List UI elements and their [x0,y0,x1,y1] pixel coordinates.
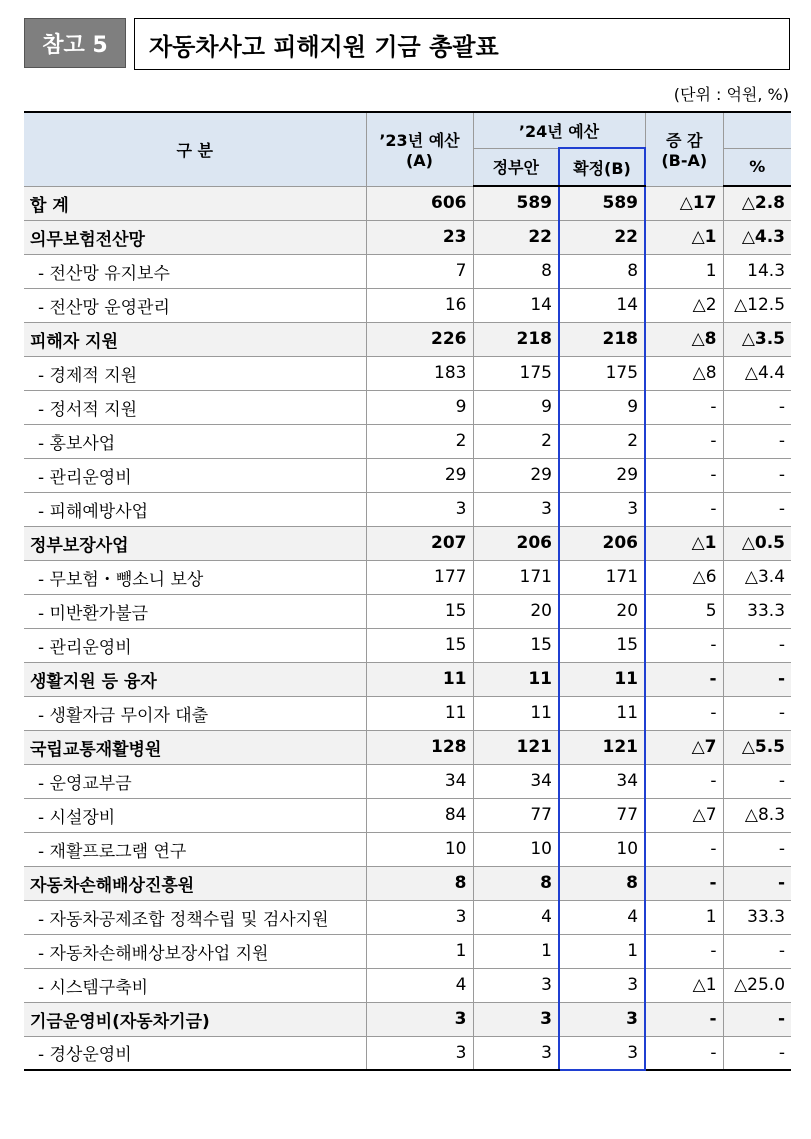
cell-percent: △8.3 [723,798,791,832]
table-row-item [24,492,791,526]
cell-change: △1 [645,220,723,254]
cell-change: 1 [645,900,723,934]
cell-confirmed: 4 [559,900,645,934]
cell-change: - [645,458,723,492]
header-change-label: 증 감 [666,131,703,151]
cell-category: - 관리운영비 [24,628,366,662]
cell-percent: △5.5 [723,730,791,764]
header-percent: % [723,148,791,186]
unit-note: (단위 : 억원, %) [673,85,789,104]
cell-change: - [645,662,723,696]
cell-confirmed: 3 [559,968,645,1002]
cell-gov-proposal: 3 [473,968,559,1002]
cell-gov-proposal: 175 [473,356,559,390]
cell-2023-budget: 11 [366,696,473,730]
cell-confirmed: 206 [559,526,645,560]
cell-confirmed: 121 [559,730,645,764]
cell-percent: 33.3 [723,594,791,628]
header-2024-budget: ’24년 예산 [473,112,645,148]
cell-2023-budget: 34 [366,764,473,798]
table-row-item [24,900,791,934]
cell-confirmed: 77 [559,798,645,832]
cell-gov-proposal: 20 [473,594,559,628]
cell-change: - [645,1002,723,1036]
table-row-group [24,220,791,254]
cell-category: - 경제적 지원 [24,356,366,390]
header-change [645,112,723,186]
cell-change: △2 [645,288,723,322]
cell-category: 생활지원 등 융자 [24,662,366,696]
table-row-item [24,458,791,492]
cell-confirmed: 11 [559,696,645,730]
cell-category: - 재활프로그램 연구 [24,832,366,866]
cell-2023-budget: 8 [366,866,473,900]
cell-2023-budget: 183 [366,356,473,390]
cell-2023-budget: 226 [366,322,473,356]
cell-confirmed: 8 [559,866,645,900]
cell-change: - [645,390,723,424]
table-row-item [24,798,791,832]
cell-confirmed: 2 [559,424,645,458]
cell-percent: - [723,424,791,458]
cell-change: - [645,492,723,526]
cell-gov-proposal: 14 [473,288,559,322]
page-title: 자동차사고 피해지원 기금 총괄표 [134,18,790,70]
cell-category: - 자동차공제조합 정책수립 및 검사지원 [24,900,366,934]
cell-percent: 14.3 [723,254,791,288]
cell-confirmed: 29 [559,458,645,492]
cell-gov-proposal: 2 [473,424,559,458]
cell-2023-budget: 16 [366,288,473,322]
cell-confirmed: 171 [559,560,645,594]
cell-confirmed: 10 [559,832,645,866]
cell-percent: - [723,866,791,900]
cell-percent: △0.5 [723,526,791,560]
header-category: 구 분 [24,112,366,186]
cell-change: - [645,764,723,798]
cell-2023-budget: 207 [366,526,473,560]
cell-percent: △25.0 [723,968,791,1002]
cell-category: 기금운영비(자동차기금) [24,1002,366,1036]
cell-confirmed: 9 [559,390,645,424]
table-row-item [24,560,791,594]
cell-confirmed: 34 [559,764,645,798]
table-body [24,186,791,1070]
cell-percent: △12.5 [723,288,791,322]
table-row-item [24,968,791,1002]
table-row-item [24,628,791,662]
cell-percent: - [723,1002,791,1036]
table-row-item [24,390,791,424]
cell-change: △1 [645,968,723,1002]
cell-2023-budget: 177 [366,560,473,594]
header-2023-label: ’23년 예산 [379,131,460,151]
cell-gov-proposal: 218 [473,322,559,356]
cell-category: - 관리운영비 [24,458,366,492]
cell-2023-budget: 10 [366,832,473,866]
cell-gov-proposal: 1 [473,934,559,968]
table-row-group [24,186,791,220]
cell-gov-proposal: 3 [473,1002,559,1036]
table-row-item [24,696,791,730]
table-row-group [24,322,791,356]
cell-gov-proposal: 589 [473,186,559,220]
cell-confirmed: 14 [559,288,645,322]
cell-change: - [645,1036,723,1070]
reference-badge: 참고 5 [24,18,126,68]
cell-gov-proposal: 171 [473,560,559,594]
cell-percent: - [723,764,791,798]
cell-percent: △3.4 [723,560,791,594]
cell-gov-proposal: 3 [473,1036,559,1070]
cell-percent: - [723,390,791,424]
cell-category: - 정서적 지원 [24,390,366,424]
cell-2023-budget: 4 [366,968,473,1002]
cell-gov-proposal: 3 [473,492,559,526]
cell-2023-budget: 3 [366,1036,473,1070]
cell-category: 합 계 [24,186,366,220]
cell-category: - 자동차손해배상보장사업 지원 [24,934,366,968]
cell-confirmed: 3 [559,1002,645,1036]
table-row-item [24,424,791,458]
cell-category: - 전산망 유지보수 [24,254,366,288]
cell-gov-proposal: 9 [473,390,559,424]
table-row-group [24,730,791,764]
cell-2023-budget: 9 [366,390,473,424]
cell-confirmed: 22 [559,220,645,254]
cell-confirmed: 589 [559,186,645,220]
cell-percent: 33.3 [723,900,791,934]
cell-percent: - [723,696,791,730]
cell-gov-proposal: 29 [473,458,559,492]
table-row-group [24,866,791,900]
cell-change: △17 [645,186,723,220]
cell-percent: △4.4 [723,356,791,390]
cell-gov-proposal: 15 [473,628,559,662]
cell-category: - 피해예방사업 [24,492,366,526]
cell-category: 국립교통재활병원 [24,730,366,764]
cell-percent: - [723,1036,791,1070]
cell-2023-budget: 11 [366,662,473,696]
cell-percent: - [723,628,791,662]
table-row-item [24,254,791,288]
table-row-item [24,934,791,968]
cell-category: - 생활자금 무이자 대출 [24,696,366,730]
cell-change: △8 [645,322,723,356]
cell-change: △1 [645,526,723,560]
cell-category: - 미반환가불금 [24,594,366,628]
cell-gov-proposal: 8 [473,866,559,900]
cell-change: △8 [645,356,723,390]
header-2023-budget [366,112,473,186]
table-row-item [24,764,791,798]
table-row-item [24,288,791,322]
cell-confirmed: 1 [559,934,645,968]
cell-percent: - [723,492,791,526]
header-gov-proposal: 정부안 [473,148,559,186]
cell-change: - [645,866,723,900]
cell-percent: △4.3 [723,220,791,254]
cell-change: △7 [645,730,723,764]
cell-2023-budget: 29 [366,458,473,492]
cell-confirmed: 3 [559,492,645,526]
cell-2023-budget: 15 [366,628,473,662]
cell-2023-budget: 84 [366,798,473,832]
cell-gov-proposal: 77 [473,798,559,832]
table-row-item [24,594,791,628]
cell-2023-budget: 23 [366,220,473,254]
cell-change: 5 [645,594,723,628]
cell-category: - 경상운영비 [24,1036,366,1070]
cell-percent: △3.5 [723,322,791,356]
table-row-group [24,526,791,560]
cell-change: - [645,696,723,730]
cell-change: - [645,424,723,458]
cell-2023-budget: 606 [366,186,473,220]
table-row-item [24,832,791,866]
table-row-group [24,662,791,696]
cell-category: - 전산망 운영관리 [24,288,366,322]
cell-confirmed: 175 [559,356,645,390]
cell-category: - 홍보사업 [24,424,366,458]
cell-2023-budget: 7 [366,254,473,288]
cell-category: - 시설장비 [24,798,366,832]
cell-gov-proposal: 4 [473,900,559,934]
cell-percent: - [723,662,791,696]
cell-category: - 시스템구축비 [24,968,366,1002]
cell-2023-budget: 3 [366,492,473,526]
fund-summary-table [24,111,791,1071]
cell-percent: △2.8 [723,186,791,220]
header-confirmed: 확정(B) [559,148,645,186]
header-blank [723,112,791,148]
cell-change: △6 [645,560,723,594]
cell-category: - 운영교부금 [24,764,366,798]
cell-confirmed: 3 [559,1036,645,1070]
header-2023-code: (A) [405,151,433,171]
cell-2023-budget: 128 [366,730,473,764]
cell-2023-budget: 3 [366,900,473,934]
cell-category: - 무보험・뺑소니 보상 [24,560,366,594]
cell-category: 정부보장사업 [24,526,366,560]
cell-gov-proposal: 121 [473,730,559,764]
cell-gov-proposal: 11 [473,662,559,696]
cell-2023-budget: 1 [366,934,473,968]
cell-gov-proposal: 206 [473,526,559,560]
cell-confirmed: 15 [559,628,645,662]
cell-gov-proposal: 10 [473,832,559,866]
table-row-item [24,1036,791,1070]
cell-category: 의무보험전산망 [24,220,366,254]
cell-category: 피해자 지원 [24,322,366,356]
cell-change: - [645,832,723,866]
cell-gov-proposal: 8 [473,254,559,288]
cell-confirmed: 8 [559,254,645,288]
cell-change: - [645,934,723,968]
cell-percent: - [723,832,791,866]
cell-gov-proposal: 22 [473,220,559,254]
cell-gov-proposal: 11 [473,696,559,730]
cell-gov-proposal: 34 [473,764,559,798]
header-change-code: (B-A) [661,151,708,171]
cell-change: △7 [645,798,723,832]
cell-change: - [645,628,723,662]
table-row-group [24,1002,791,1036]
cell-confirmed: 20 [559,594,645,628]
cell-2023-budget: 3 [366,1002,473,1036]
cell-confirmed: 11 [559,662,645,696]
cell-category: 자동차손해배상진흥원 [24,866,366,900]
table-row-item [24,356,791,390]
cell-2023-budget: 15 [366,594,473,628]
cell-percent: - [723,934,791,968]
cell-2023-budget: 2 [366,424,473,458]
cell-confirmed: 218 [559,322,645,356]
cell-change: 1 [645,254,723,288]
cell-percent: - [723,458,791,492]
